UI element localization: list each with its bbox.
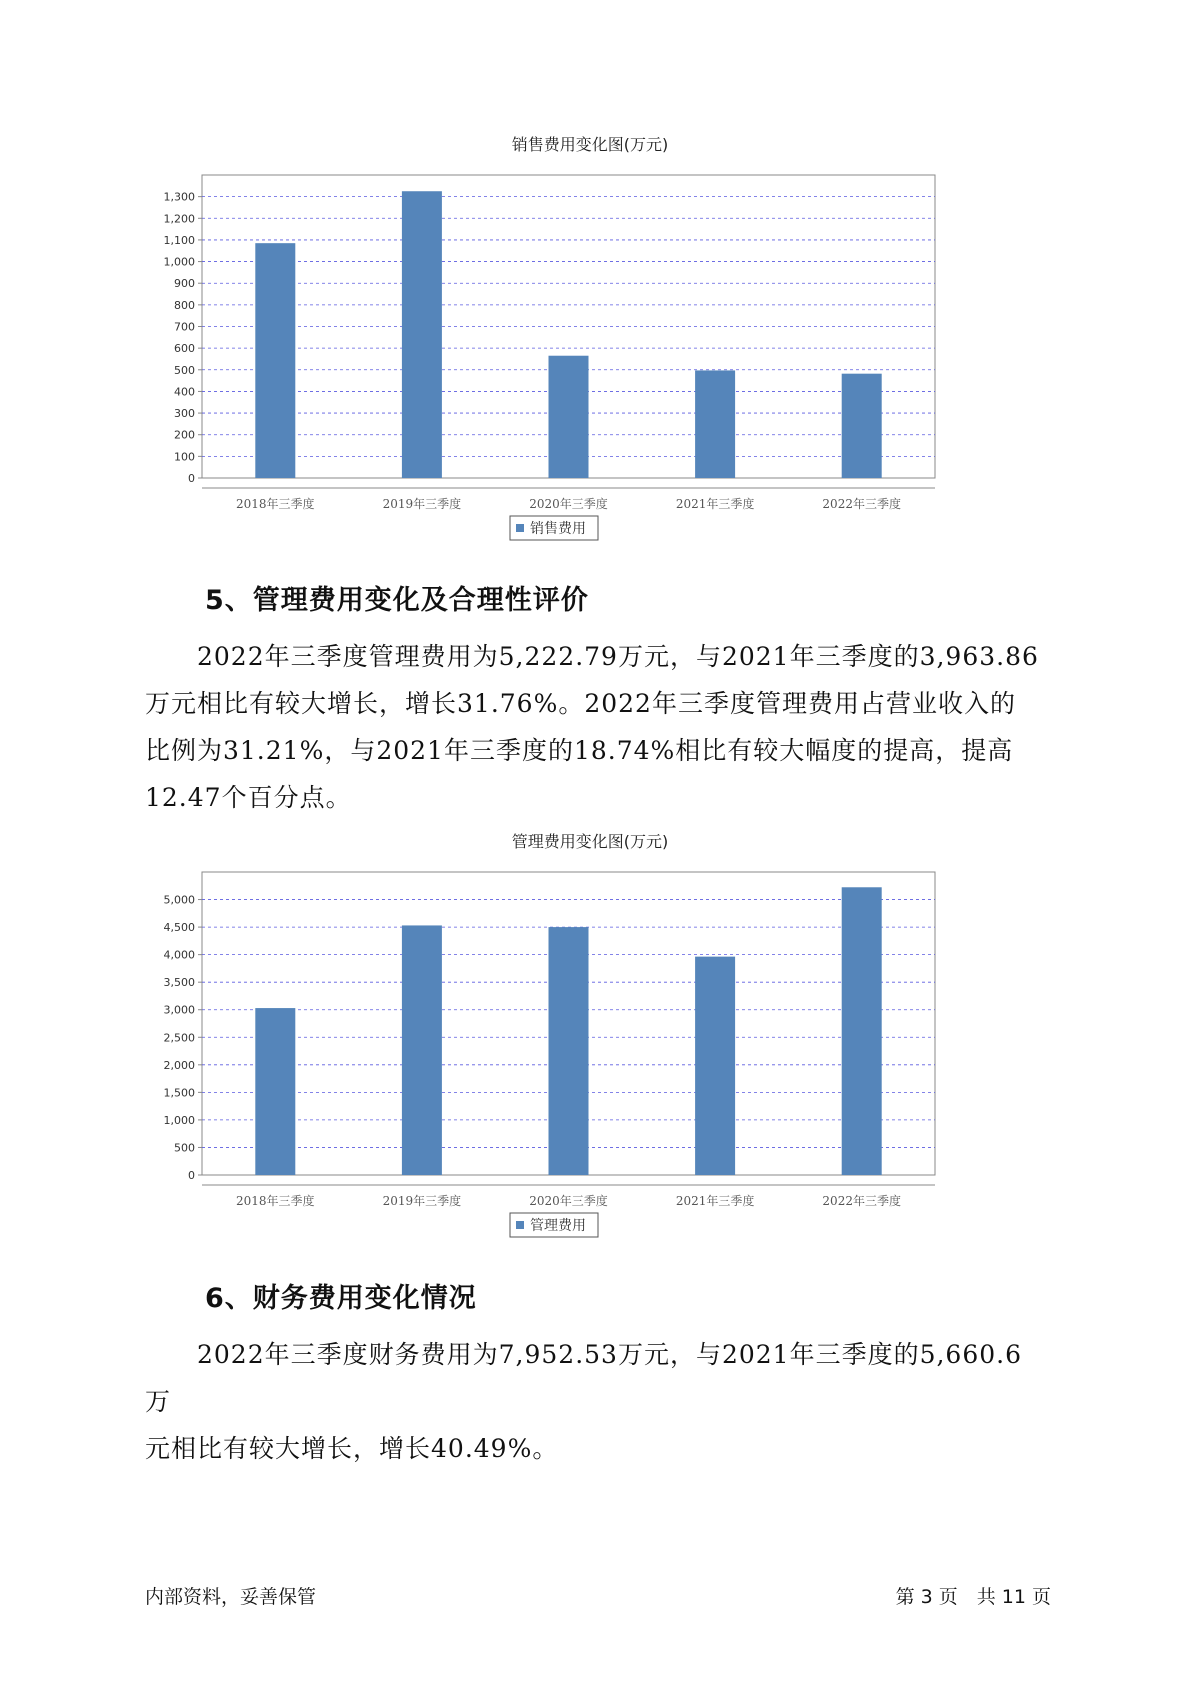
y-tick-label: 3,000 [163,1003,195,1017]
x-tick-label: 2022年三季度 [822,1194,901,1208]
section5-line-3: 比例为31.21%，与2021年三季度的18.74%相比有较大幅度的提高，提高 [145,736,1014,765]
sales-expense-chart-svg [150,128,1030,548]
y-tick-label: 1,300 [163,190,195,204]
chart-title: 销售费用变化图(万元) [511,135,669,154]
section6-paragraph [145,1331,1045,1472]
bar [695,370,735,478]
bar [842,374,882,478]
legend-swatch [516,1221,524,1229]
y-tick-label: 500 [174,1141,195,1155]
y-tick-label: 500 [174,363,195,377]
legend-label: 销售费用 [530,521,586,537]
section5-paragraph [145,633,1045,821]
y-tick-label: 900 [174,277,195,291]
y-tick-label: 4,000 [163,948,195,962]
bar [695,957,735,1175]
legend [510,516,598,540]
y-tick-label: 5,000 [163,893,195,907]
section5-line-2: 万元相比有较大增长，增长31.76%。2022年三季度管理费用占营业收入的 [145,689,1016,718]
section6-line-1: 2022年三季度财务费用为7,952.53万元，与2021年三季度的5,660.6万 [145,1340,1022,1416]
sales-expense-chart [150,128,1030,548]
section6-line-2: 元相比有较大增长，增长40.49%。 [145,1434,559,1463]
bar [402,925,442,1175]
section5-line-4: 12.47个百分点。 [145,783,352,812]
bar [255,1008,295,1175]
x-tick-label: 2022年三季度 [822,497,901,511]
y-tick-label: 1,100 [163,233,195,247]
y-tick-label: 4,500 [163,921,195,935]
y-tick-label: 100 [174,450,195,464]
y-tick-label: 2,500 [163,1031,195,1045]
x-tick-label: 2020年三季度 [529,497,608,511]
bar [549,356,589,478]
y-tick-label: 3,500 [163,976,195,990]
section5-heading: 5、管理费用变化及合理性评价 [205,585,589,616]
x-tick-label: 2020年三季度 [529,1194,608,1208]
x-tick-label: 2019年三季度 [382,1194,462,1208]
y-tick-label: 1,200 [163,212,195,226]
x-tick-label: 2018年三季度 [236,1194,315,1208]
y-tick-label: 700 [174,320,195,334]
footer-page-number: 第 3 页 共 11 页 [895,1586,1051,1608]
y-tick-label: 1,000 [163,1113,195,1127]
x-tick-label: 2021年三季度 [675,1194,755,1208]
y-tick-label: 1,500 [163,1086,195,1100]
footer-confidential: 内部资料，妥善保管 [145,1586,317,1608]
legend [510,1213,598,1237]
y-tick-label: 400 [174,385,195,399]
y-tick-label: 600 [174,342,195,356]
y-tick-label: 0 [188,472,195,485]
chart-title: 管理费用变化图(万元) [511,832,669,851]
legend-label: 管理费用 [530,1218,586,1234]
x-tick-label: 2018年三季度 [236,497,315,511]
x-tick-label: 2021年三季度 [675,497,755,511]
bar [255,243,295,478]
y-tick-label: 1,000 [163,255,195,269]
y-tick-label: 200 [174,428,195,442]
bar [549,927,589,1175]
legend-swatch [516,524,524,532]
section5-line-1: 2022年三季度管理费用为5,222.79万元，与2021年三季度的3,963.86 [197,642,1039,671]
bar [842,887,882,1175]
y-tick-label: 2,000 [163,1058,195,1072]
admin-expense-chart-svg [150,825,1030,1245]
section6-heading: 6、财务费用变化情况 [205,1283,477,1314]
admin-expense-chart [150,825,1030,1245]
y-tick-label: 300 [174,407,195,421]
y-tick-label: 0 [188,1169,195,1182]
x-tick-label: 2019年三季度 [382,497,462,511]
y-tick-label: 800 [174,298,195,312]
bar [402,191,442,478]
